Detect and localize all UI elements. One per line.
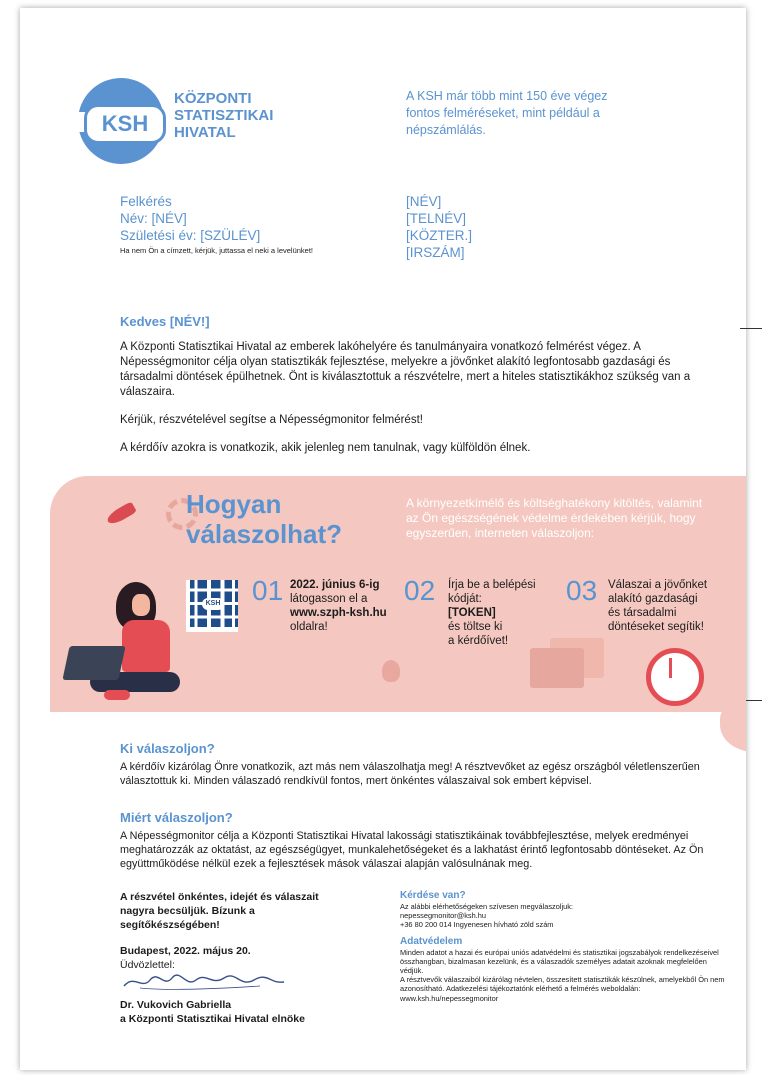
address-line: [KÖZTER.] — [406, 228, 473, 243]
step-line: oldalra! — [290, 621, 328, 633]
step-line: a kérdőívet! — [448, 635, 509, 647]
stopwatch-hand — [669, 658, 672, 678]
contact-phone: +36 80 200 014 Ingyenesen hívható zöld szám — [400, 920, 554, 930]
who-title: Ki válaszoljon? — [120, 741, 215, 756]
step-line: alakító gazdasági — [608, 593, 698, 605]
closing-block — [120, 890, 350, 972]
step-number: 02 — [404, 575, 436, 606]
step-number: 01 — [252, 575, 284, 606]
question-title: Kérdése van? — [400, 890, 466, 901]
signer-block — [120, 998, 380, 1026]
privacy-title: Adatvédelem — [400, 935, 463, 947]
step-deadline: 2022. június 6-ig — [290, 579, 380, 591]
token-field: [TOKEN] — [448, 607, 496, 619]
address-line: [NÉV] — [406, 194, 442, 209]
logo-name — [174, 90, 314, 141]
contact-email-link[interactable]: nepessegmonitor@ksh.hu — [400, 911, 486, 921]
step-line: és társadalmi — [608, 607, 677, 619]
recipient-block — [120, 193, 420, 256]
person-shoe — [104, 690, 130, 700]
address-line: [TELNÉV] — [406, 211, 467, 226]
closing-text: A részvétel önkéntes, idejét és válaszait nagyra becsüljük. Bízunk a segítőkészségében! — [120, 891, 319, 931]
letter-page — [20, 8, 746, 1070]
greeting: Kedves [NÉV!] — [120, 314, 210, 329]
step-line: döntéseket segítik! — [608, 621, 704, 633]
qr-badge: KSH — [202, 598, 224, 610]
howto-title-line: válaszolhat? — [186, 519, 343, 549]
body-paragraph: A Központi Statisztikai Hivatal az emberek lakóhelyére és tanulmányaira vonatkozó felmérést végez. A Népességmonitor célja olyan statisztikák fejlesztése, melyekre a jövőnket alakító legfontosabb gazdasági és társadalmi döntések épülhetnek. Önt is kiválasztottuk a részvételre, mert a hiteles statisztikákhoz szükség van a válaszaira. — [120, 341, 691, 398]
person-body — [122, 620, 170, 672]
howto-title-line: Hogyan — [186, 489, 282, 519]
howto-title — [186, 489, 406, 549]
survey-url-link[interactable]: www.szph-ksh.hu — [290, 607, 387, 619]
step-line: és töltse ki — [448, 621, 503, 633]
address-block — [406, 193, 606, 261]
why-title: Miért válaszoljon? — [120, 810, 233, 825]
laptop-icon — [62, 646, 125, 680]
step-text — [608, 578, 738, 634]
logo-abbr: KSH — [84, 104, 166, 144]
logo-name-line: STATISZTIKAI — [174, 107, 274, 124]
fold-mark — [740, 328, 762, 329]
howto-note: A környezetkímélő és költséghatékony kitöltés, valamint az Ön egészségének védelme érdekében kérjük, hogy egyszerűen, interneten válaszoljon: — [406, 496, 703, 540]
place-date: Budapest, 2022. május 20. — [120, 945, 251, 957]
signer-role: a Központi Statisztikai Hivatal elnöke — [120, 1013, 305, 1025]
step-line: látogasson el a — [290, 593, 368, 605]
ksh-logo — [78, 78, 308, 168]
stopwatch-icon — [646, 648, 704, 706]
logo-name-line: KÖZPONTI — [174, 90, 252, 107]
lightbulb-icon — [382, 660, 400, 682]
why-text: A Népességmonitor célja a Központi Statisztikai Hivatal lakossági statisztikáinak továbbfejlesztése, melyek eredményei meghatározzák az oktatást, az egészségügyet, munkalehetőségeket és a lakhatást érintő legfontosabb döntéseket. Az Ön együttműködése nélkül ezek a fejlesztések mások válaszai alapján valósulnának meg. — [120, 830, 704, 870]
contact-block — [400, 890, 730, 1003]
logo-name-line: HIVATAL — [174, 124, 236, 141]
body-paragraph: A kérdőív azokra is vonatkozik, akik jelenleg nem tanulnak, vagy külföldön élnek. — [120, 442, 531, 454]
step-line: Írja be a belépési — [448, 579, 536, 591]
privacy-text: A résztvevők válaszaiból kizárólag névtelen, összesített statisztikák készülnek, amelyekből Ön nem azonosítható. Adatkezelési tájékoztatónk elérhető a felmérés weboldalán: www.ksh.hu/nepessegmonitor — [400, 975, 725, 1003]
step-line: Válaszai a jövőnket — [608, 579, 708, 591]
privacy-text: Minden adatot a hazai és európai uniós adatvédelmi és statisztikai jogszabályok rendelkezéseivel összhangban, bizalmasan kezelünk, és a válaszadók személyes adatait azoknak megfelelően védjük. — [400, 947, 719, 976]
letter-body — [120, 340, 710, 469]
name-field: Név: [NÉV] — [120, 211, 187, 226]
signer-name: Dr. Vukovich Gabriella — [120, 999, 232, 1011]
who-text: A kérdőív kizárólag Önre vonatkozik, azt más nem válaszolhatja meg! A résztvevőket az egész országból véletlenszerűen választottuk ki. Minden válaszadó rendkívül fontos, mert önkéntes válaszaival sok embert képvisel. — [120, 761, 700, 787]
signature-image — [120, 970, 290, 992]
step-line: kódját: — [448, 593, 482, 605]
fold-mark — [746, 700, 762, 701]
address-line: [IRSZÁM] — [406, 245, 465, 260]
regards: Üdvözlettel: — [120, 959, 175, 971]
step-number: 03 — [566, 575, 598, 606]
picture-frame-icon — [530, 648, 584, 688]
step-text — [290, 578, 410, 634]
intro-text: A KSH már több mint 150 éve végez fontos felméréseket, mint például a népszámlálás. — [406, 89, 608, 137]
contact-line: Az alábbi elérhetőségeken szívesen megválaszoljuk: — [400, 902, 573, 911]
birth-year-field: Születési év: [SZÜLÉV] — [120, 228, 261, 243]
person-face — [132, 594, 150, 616]
step-text — [448, 578, 558, 648]
forward-note: Ha nem Ön a címzett, kérjük, juttassa el neki a levelünket! — [120, 246, 314, 255]
body-paragraph: Kérjük, részvételével segítse a Népességmonitor felmérést! — [120, 414, 423, 426]
request-label: Felkérés — [120, 194, 172, 209]
